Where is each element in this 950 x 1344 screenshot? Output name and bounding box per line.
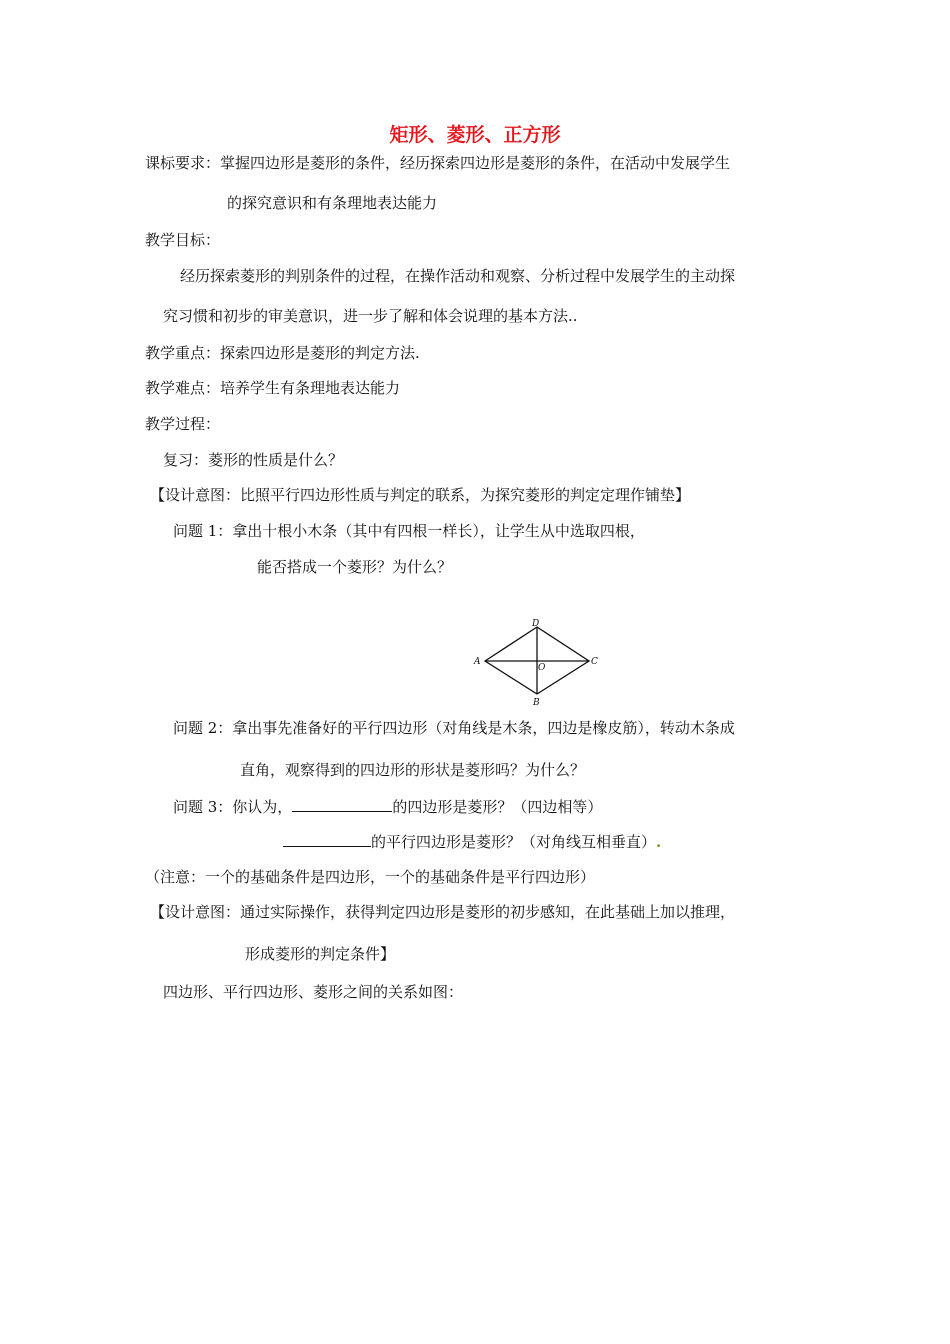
- question-2-line1: 问题 2：拿出事先准备好的平行四边形（对角线是木条，四边是橡皮筋），转动木条成: [173, 719, 735, 737]
- curriculum-line1: [145, 153, 730, 173]
- design-intent-2-line1: 【设计意图：通过实际操作，获得判定四边形是菱形的初步感知，在此基础上加以推理，: [150, 903, 736, 921]
- difficulty: 教学难点：培养学生有条理地表达能力: [145, 379, 401, 397]
- page-title: 矩形、菱形、正方形: [389, 124, 561, 146]
- vertex-label-d: D: [532, 619, 540, 629]
- question-1-line1: 问题 1：拿出十根小木条（其中有四根一样长），让学生从中选取四根，: [173, 522, 645, 540]
- rhombus-figure: [465, 614, 605, 710]
- design-intent-1: 【设计意图：比照平行四边形性质与判定的联系，为探究菱形的判定定理作铺垫】: [150, 486, 691, 504]
- curriculum-text: 掌握四边形是菱形的条件，经历探索四边形是菱形的条件，在活动中发展学生: [220, 154, 731, 172]
- question-3-line2: [283, 831, 661, 852]
- fill-blank-2: [283, 831, 371, 847]
- question-3-line1: [173, 796, 602, 817]
- note: （注意：一个的基础条件是四边形，一个的基础条件是平行四边形）: [145, 868, 596, 886]
- center-label-o: O: [538, 663, 546, 673]
- key-point: 教学重点：探索四边形是菱形的判定方法.: [145, 344, 420, 362]
- fill-blank-1: [292, 796, 392, 812]
- curriculum-line2: 的探究意识和有条理地表达能力: [227, 194, 438, 212]
- design-intent-2-line2: 形成菱形的判定条件】: [245, 945, 396, 963]
- review: 复习：菱形的性质是什么？: [163, 451, 344, 469]
- question-2-line2: 直角，观察得到的四边形的形状是菱形吗？为什么？: [240, 761, 586, 779]
- curriculum-label: 课标要求：: [145, 154, 221, 172]
- green-dot: .: [656, 833, 662, 851]
- question-3-answer2: 的平行四边形是菱形？（对角线互相垂直）: [371, 833, 657, 851]
- question-1-line2: 能否搭成一个菱形？为什么？: [257, 558, 453, 576]
- question-3-answer1: 的四边形是菱形？（四边相等）: [392, 798, 603, 816]
- objectives-line1: 经历探索菱形的判别条件的过程，在操作活动和观察、分析过程中发展学生的主动探: [180, 267, 736, 285]
- question-3-prefix: 问题 3：你认为，: [173, 798, 293, 816]
- process-label: 教学过程：: [145, 415, 221, 433]
- vertex-label-b: B: [533, 698, 540, 708]
- objectives-line2: 究习惯和初步的审美意识，进一步了解和体会说理的基本方法..: [163, 307, 578, 325]
- vertex-label-a: A: [474, 657, 481, 667]
- vertex-label-c: C: [591, 657, 598, 667]
- relation-text: 四边形、平行四边形、菱形之间的关系如图：: [163, 983, 464, 1001]
- objectives-label: 教学目标：: [145, 231, 221, 249]
